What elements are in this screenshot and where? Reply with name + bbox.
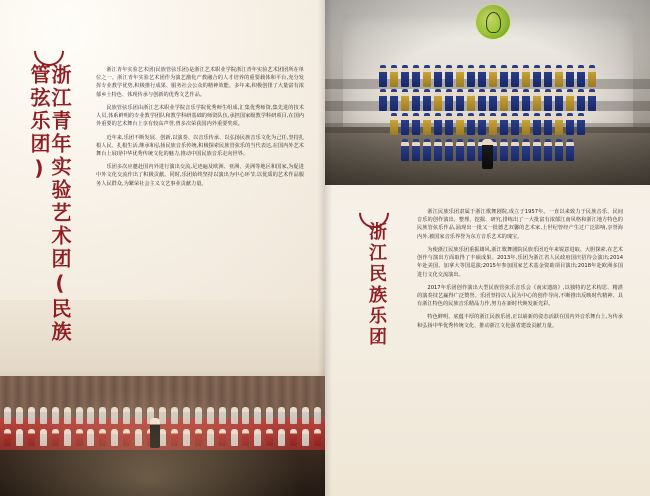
stage-spotlight bbox=[0, 376, 325, 496]
right-paragraph: 为使浙江民族乐团重振雄风,浙江歌舞剧院民族乐团近年来锐意进取、大胆探索,在艺术创作与演出方面取得了丰硕成果。2013年,乐团为浙江省人民政府国庆招待会演出;2014年赴美国、加拿大等国巡演;2015年参加国家艺术基金资助项目演出;2018年赴欧洲多国进行文化交流演出。 bbox=[417, 246, 623, 278]
right-page-body-text bbox=[417, 208, 623, 335]
photo-vignette bbox=[325, 0, 650, 185]
left-page-body-text bbox=[96, 66, 304, 193]
choir-concert-photo bbox=[0, 376, 325, 496]
right-page-vertical-title: 浙江民族乐团 bbox=[366, 222, 387, 348]
left-paragraph: 乐团多次应邀赴国内外进行演出交流,足迹遍及欧洲、亚洲、美洲等地区和国家,为促进中外文化交流作出了积极贡献。同时,乐团始终坚持以演出为中心环节,以优质的艺术作品服务人民群众,为繁荣社会主义文艺事业贡献力量。 bbox=[96, 164, 304, 187]
orchestra-stage-photo bbox=[325, 0, 650, 185]
right-paragraph: 浙江民族乐团隶属于浙江歌舞剧院,成立于1957年。一直以来致力于民族音乐、民间音乐的创作演出、整理、挖掘、研究,排练出了一大批富有浓郁江南风格和浙江地方特色的民族管弦乐作品,涌现出一批又一批德艺双馨的艺术家,上世纪曾经产生过广泛影响,享誉海内外,被国家音乐界誉为东方音乐艺术的瑰宝。 bbox=[417, 209, 623, 240]
left-paragraph: 民族管弦乐团由浙江艺术职业学院音乐学院优秀师生组成,汇集优秀师资,集先进的技术人员,体系鲜明的专业教学团队和教学科研基础的师资队伍,承担国家级教学科研项目,在国内外重要的艺术舞台上享有较高声誉,曾多次荣获国内外重要奖项。 bbox=[96, 104, 304, 128]
left-page-vertical-title: 浙江青年实验艺术团(民族管弦乐团) bbox=[27, 64, 72, 344]
left-paragraph: 近年来,乐团不断发展、创新,以演奏、以音乐传承、以弘扬民族音乐文化为己任,坚持扎根人民、扎根生活,继承和弘扬民族音乐传统,积极探索民族管弦乐的当代表达,在国内外艺术舞台上展现中华优秀传统文化的魅力,推动中国民族音乐走向世界。 bbox=[96, 134, 304, 157]
left-paragraph: 浙江青年实验艺术团(民族管弦乐团)是浙江艺术职业学院浙江青年实验艺术团团所在单位之一。浙江青年实验艺术团作为演艺激化产教融合的人才培养的重要载体和平台,充分发挥专业教学优势,积极推行成果、服务社会公众的精神效能。多年来,积极创排了大量富有浓郁乡土特色、体现传承与创新的优秀文艺作品。 bbox=[96, 67, 304, 98]
right-page bbox=[325, 0, 650, 496]
right-paragraph: 特色鲜明、底蕴丰厚的浙江民族乐团,正以崭新的姿态活跃在国内外音乐舞台上,为传承和弘扬中华优秀传统文化、推动浙江文化强省建设贡献力量。 bbox=[417, 314, 623, 329]
right-paragraph: 2017年乐团创作演出大型民族管弦乐音乐会《南宋遗韵》,以独特的艺术构思、精湛的演奏技艺赢得广泛赞誉。乐团坚持以人民为中心的创作导向,不断推出反映时代精神、具有浙江特色的民族音乐精品力作,努力在新时代焕发新光彩。 bbox=[417, 284, 623, 308]
